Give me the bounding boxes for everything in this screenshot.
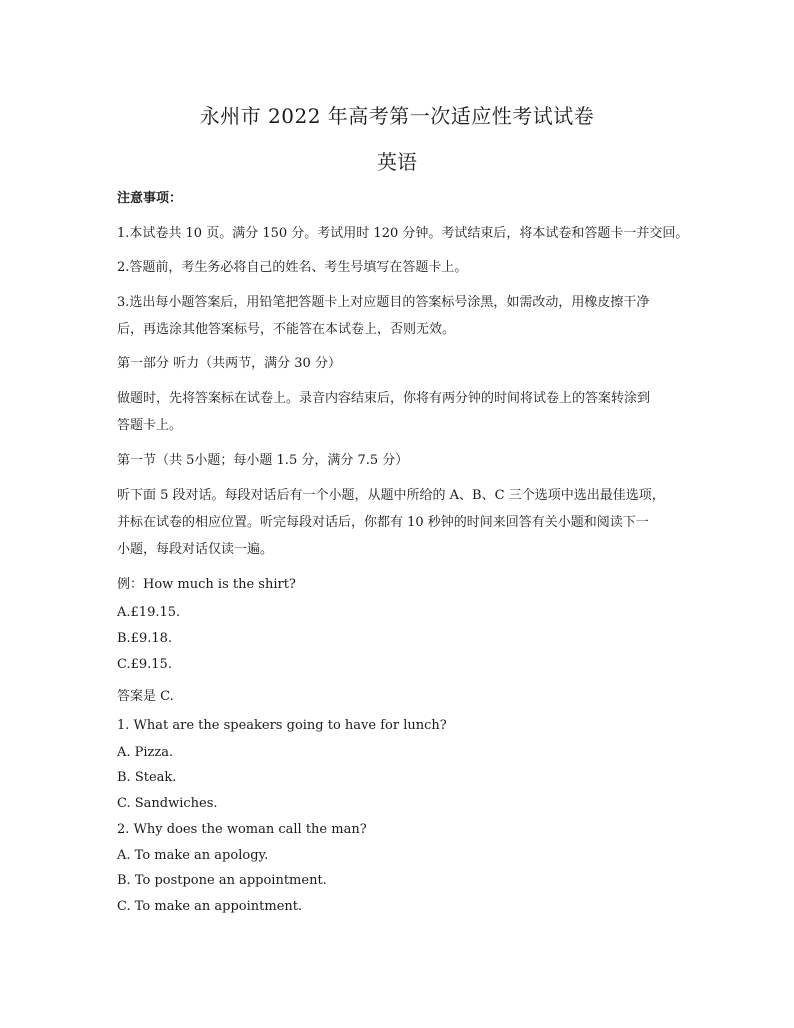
section1-instruction-line-3: 小题，每段对话仅读一遍。	[117, 542, 274, 557]
example-question: 例：How much is the shirt?	[117, 577, 296, 592]
exam-title: 永州市 2022 年高考第一次适应性考试试卷	[199, 104, 595, 128]
part1-instruction-line-2: 答题卡上。	[117, 418, 183, 433]
question-1-option-a: A. Pizza.	[117, 745, 174, 760]
notes-item-3-line-1: 3.选出每小题答案后，用铅笔把答题卡上对应题目的答案标号涂黑，如需改动，用橡皮擦干净	[117, 295, 650, 310]
question-2-option-c: C. To make an appointment.	[117, 899, 303, 914]
question-1-stem: 1. What are the speakers going to have for lunch?	[117, 718, 447, 733]
question-2-option-b: B. To postpone an appointment.	[117, 873, 327, 888]
example-option-c: C.£9.15.	[117, 657, 172, 672]
example-option-a: A.£19.15.	[117, 605, 181, 620]
part1-instruction-line-1: 做题时，先将答案标在试卷上。录音内容结束后，你将有两分钟的时间将试卷上的答案转涂到	[117, 391, 651, 406]
question-1-option-c: C. Sandwiches.	[117, 796, 218, 811]
part1-heading: 第一部分 听力（共两节，满分 30 分）	[117, 356, 341, 371]
question-1-option-b: B. Steak.	[117, 770, 177, 785]
section1-instruction-line-1: 听下面 5 段对话。每段对话后有一个小题，从题中所给的 A、B、C 三个选项中选出最佳选项，	[117, 488, 665, 503]
section1-instruction-line-2: 并标在试卷的相应位置。听完每段对话后，你都有 10 秒钟的时间来回答有关小题和阅读下一	[117, 515, 649, 530]
notes-heading: 注意事项：	[117, 191, 183, 206]
subject-title: 英语	[377, 150, 417, 174]
notes-item-2: 2.答题前，考生务必将自己的姓名、考生号填写在答题卡上。	[117, 260, 468, 275]
example-answer: 答案是 C.	[117, 689, 174, 704]
example-option-b: B.£9.18.	[117, 631, 173, 646]
section1-heading: 第一节（共 5小题；每小题 1.5 分，满分 7.5 分）	[117, 453, 409, 468]
notes-item-1: 1.本试卷共 10 页。满分 150 分。考试用时 120 分钟。考试结束后，将本试卷和答题卡一并交回。	[117, 226, 689, 241]
notes-item-3-line-2: 后，再选涂其他答案标号，不能答在本试卷上，否则无效。	[117, 322, 456, 337]
question-2-stem: 2. Why does the woman call the man?	[117, 822, 367, 837]
question-2-option-a: A. To make an apology.	[117, 848, 269, 863]
